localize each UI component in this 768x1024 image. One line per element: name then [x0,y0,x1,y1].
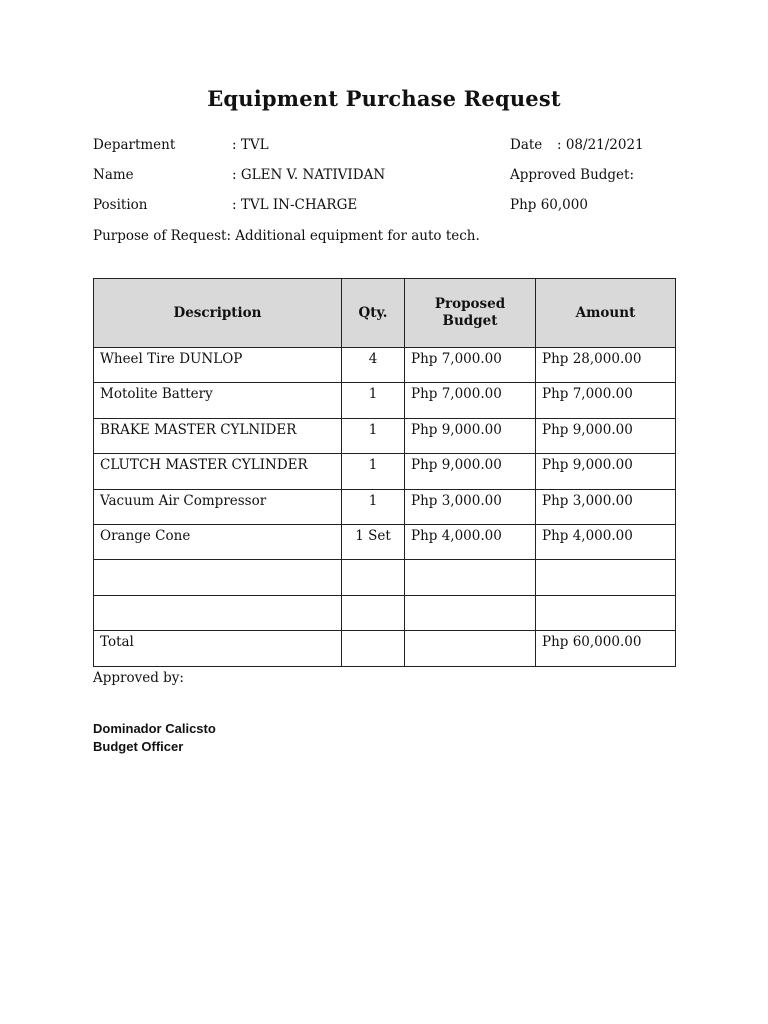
name-label: Name [93,167,134,183]
cell-amount: Php 4,000.00 [536,524,676,559]
equipment-table [93,278,676,667]
cell-amount: Php 28,000.00 [536,348,676,383]
cell-proposed-budget [405,560,536,595]
cell-proposed-budget: Php 3,000.00 [405,489,536,524]
approved-budget-value: Php 60,000 [510,197,588,213]
department-label: Department [93,137,176,153]
cell-description: Motolite Battery [94,383,342,418]
header-qty: Qty. [342,279,405,348]
purpose-of-request: Purpose of Request: Additional equipment for auto tech. [93,228,480,244]
cell-qty: 4 [342,348,405,383]
cell-description: Wheel Tire DUNLOP [94,348,342,383]
cell-amount [536,560,676,595]
approved-by-label: Approved by: [93,670,184,686]
total-label: Total [94,631,342,666]
table-row [94,489,676,524]
cell-qty [342,560,405,595]
cell-qty: 1 [342,454,405,489]
name-value: : GLEN V. NATIVIDAN [232,167,386,183]
header-proposed-budget: Proposed Budget [405,279,536,348]
total-proposed-budget [405,631,536,666]
cell-proposed-budget: Php 7,000.00 [405,348,536,383]
cell-amount [536,595,676,630]
cell-description: BRAKE MASTER CYLNIDER [94,418,342,453]
cell-proposed-budget: Php 9,000.00 [405,454,536,489]
cell-qty: 1 [342,383,405,418]
total-amount: Php 60,000.00 [536,631,676,666]
department-value: : TVL [232,137,269,153]
cell-amount: Php 9,000.00 [536,418,676,453]
table-row [94,348,676,383]
cell-qty: 1 Set [342,524,405,559]
cell-description: Vacuum Air Compressor [94,489,342,524]
header-amount: Amount [536,279,676,348]
table-header-row [94,279,676,348]
signer-title: Budget Officer [93,739,184,754]
cell-proposed-budget: Php 7,000.00 [405,383,536,418]
table-total-row [94,631,676,666]
cell-description: CLUTCH MASTER CYLINDER [94,454,342,489]
signer-name: Dominador Calicsto [93,721,216,736]
position-value: : TVL IN-CHARGE [232,197,358,213]
cell-qty: 1 [342,489,405,524]
cell-description [94,560,342,595]
table-row [94,560,676,595]
cell-qty [342,595,405,630]
header-description: Description [94,279,342,348]
document-title: Equipment Purchase Request [207,86,561,111]
table-row [94,383,676,418]
cell-proposed-budget [405,595,536,630]
cell-amount: Php 7,000.00 [536,383,676,418]
table-row [94,524,676,559]
cell-qty: 1 [342,418,405,453]
table-row [94,595,676,630]
cell-proposed-budget: Php 4,000.00 [405,524,536,559]
cell-description: Orange Cone [94,524,342,559]
position-label: Position [93,197,148,213]
date-value: : 08/21/2021 [557,137,644,153]
total-qty [342,631,405,666]
cell-amount: Php 9,000.00 [536,454,676,489]
cell-amount: Php 3,000.00 [536,489,676,524]
date-label: Date [510,137,543,153]
cell-description [94,595,342,630]
table-row [94,454,676,489]
cell-proposed-budget: Php 9,000.00 [405,418,536,453]
table-row [94,418,676,453]
approved-budget-label: Approved Budget: [510,167,635,183]
